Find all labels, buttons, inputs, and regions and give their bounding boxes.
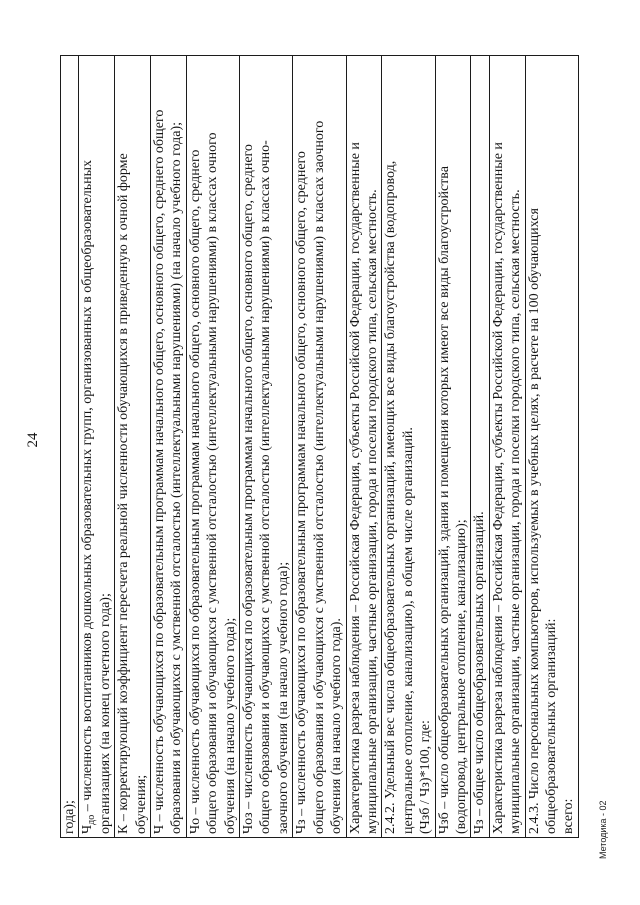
table-cell xyxy=(471,56,489,838)
text-line: обучения (на начало учебного года). xyxy=(329,618,345,834)
methodology-table xyxy=(60,55,579,838)
table-cell xyxy=(346,56,382,838)
table-cell xyxy=(293,56,346,838)
table-row xyxy=(61,56,79,838)
text-line: организациях (на конец отчетного года); xyxy=(97,593,113,834)
text-line: 2.4.2. Удельный вес числа общеобразовательных организаций, имеющих все виды благоустройства (водопровод, xyxy=(383,160,399,834)
table-cell xyxy=(489,56,525,838)
text-line: обучения; xyxy=(133,774,149,834)
text-line: Характеристика разреза наблюдения – Российская Федерация, субъекты Российской Федерации, государственные и xyxy=(347,142,363,834)
text-line: центральное отопление, канализацию), в общем числе организаций. xyxy=(400,427,416,834)
text-line: Чз – численность обучающихся по образовательным программам начального общего, основного общего, среднего xyxy=(294,151,310,834)
text-line: общего образования и обучающихся с умственной отсталостью (интеллектуальными нарушениями) в классах заочного xyxy=(311,120,327,834)
table-cell xyxy=(115,56,151,838)
table-cell xyxy=(151,56,187,838)
table-cell xyxy=(186,56,239,838)
table-row xyxy=(186,56,239,838)
page-footer: Методика - 02 xyxy=(598,800,608,859)
table-row xyxy=(240,56,293,838)
text-line: муниципальные организации, частные организации, города и поселки городского типа, сельская местность. xyxy=(364,189,380,834)
text-line: Чоз – численность обучающихся по образовательным программам начального общего, основного общего, среднего xyxy=(241,144,257,834)
table-row xyxy=(346,56,382,838)
table-cell xyxy=(435,56,471,838)
page-number: 24 xyxy=(25,432,41,448)
text-line: общего образования и обучающихся с умственной отсталостью (интеллектуальными нарушениями) в классах очно- xyxy=(258,140,274,834)
table-row xyxy=(79,56,115,838)
indicator-symbol: Ч xyxy=(80,824,96,834)
text-line: общеобразовательных организаций: xyxy=(543,618,559,834)
text-line: Чз – общее число общеобразовательных организаций. xyxy=(472,511,488,834)
text-line xyxy=(79,59,96,834)
table-cell xyxy=(525,56,578,838)
text-line: общего образования и обучающихся с умственной отсталостью (интеллектуальными нарушениями) в классах очного xyxy=(205,132,221,834)
table-row xyxy=(525,56,578,838)
text-line: 2.4.3. Число персональных компьютеров, используемых в учебных целях, в расчете на 100 обучающихся xyxy=(526,208,542,834)
text-line: Характеристика разреза наблюдения – Российская Федерация, субъекты Российской Федерации, государственные и xyxy=(490,142,506,834)
text-line: года); xyxy=(62,800,77,834)
text-line: (водопровод, центральное отопление, канализацию); xyxy=(453,519,469,834)
text-line: Чзб – число общеобразовательных организаций, здания и помещения которых имеют все виды благоустройства xyxy=(436,166,452,834)
text-line: Ч – численность обучающихся по образовательным программам начального общего, основного общего, среднего общего xyxy=(152,109,168,834)
table-cell xyxy=(61,56,79,838)
table-row xyxy=(489,56,525,838)
table-cell xyxy=(382,56,435,838)
table-cell xyxy=(240,56,293,838)
table-row xyxy=(293,56,346,838)
text-line: заочного обучения (на начало учебного года); xyxy=(275,561,291,834)
table-row xyxy=(115,56,151,838)
text-line: Чо – численность обучающихся по образовательным программам начального общего, основного общего, среднего xyxy=(187,149,203,834)
text-line: образования и обучающихся с умственной отсталостью (интеллектуальными нарушениями) (на начало учебного года); xyxy=(169,121,185,834)
text-line: муниципальные организации, частные организации, города и поселки городского типа, сельская местность. xyxy=(508,189,524,834)
table-row xyxy=(471,56,489,838)
table-row xyxy=(382,56,435,838)
formula-line: (Чзб / Чз)*100, где: xyxy=(418,720,434,834)
text-line-rest: – численность воспитанников дошкольных образовательных групп, организованных в общеобразовательных xyxy=(80,159,96,815)
table-cell xyxy=(79,56,115,838)
table-row xyxy=(151,56,187,838)
text-line: обучения (на начало учебного года); xyxy=(222,617,238,834)
table-row xyxy=(435,56,471,838)
indicator-subscript: до xyxy=(86,814,98,825)
text-line: всего: xyxy=(561,798,577,834)
text-line: К – корректирующий коэффициент пересчета реальной численности обучающихся в приведенную к очной форме xyxy=(116,153,132,834)
